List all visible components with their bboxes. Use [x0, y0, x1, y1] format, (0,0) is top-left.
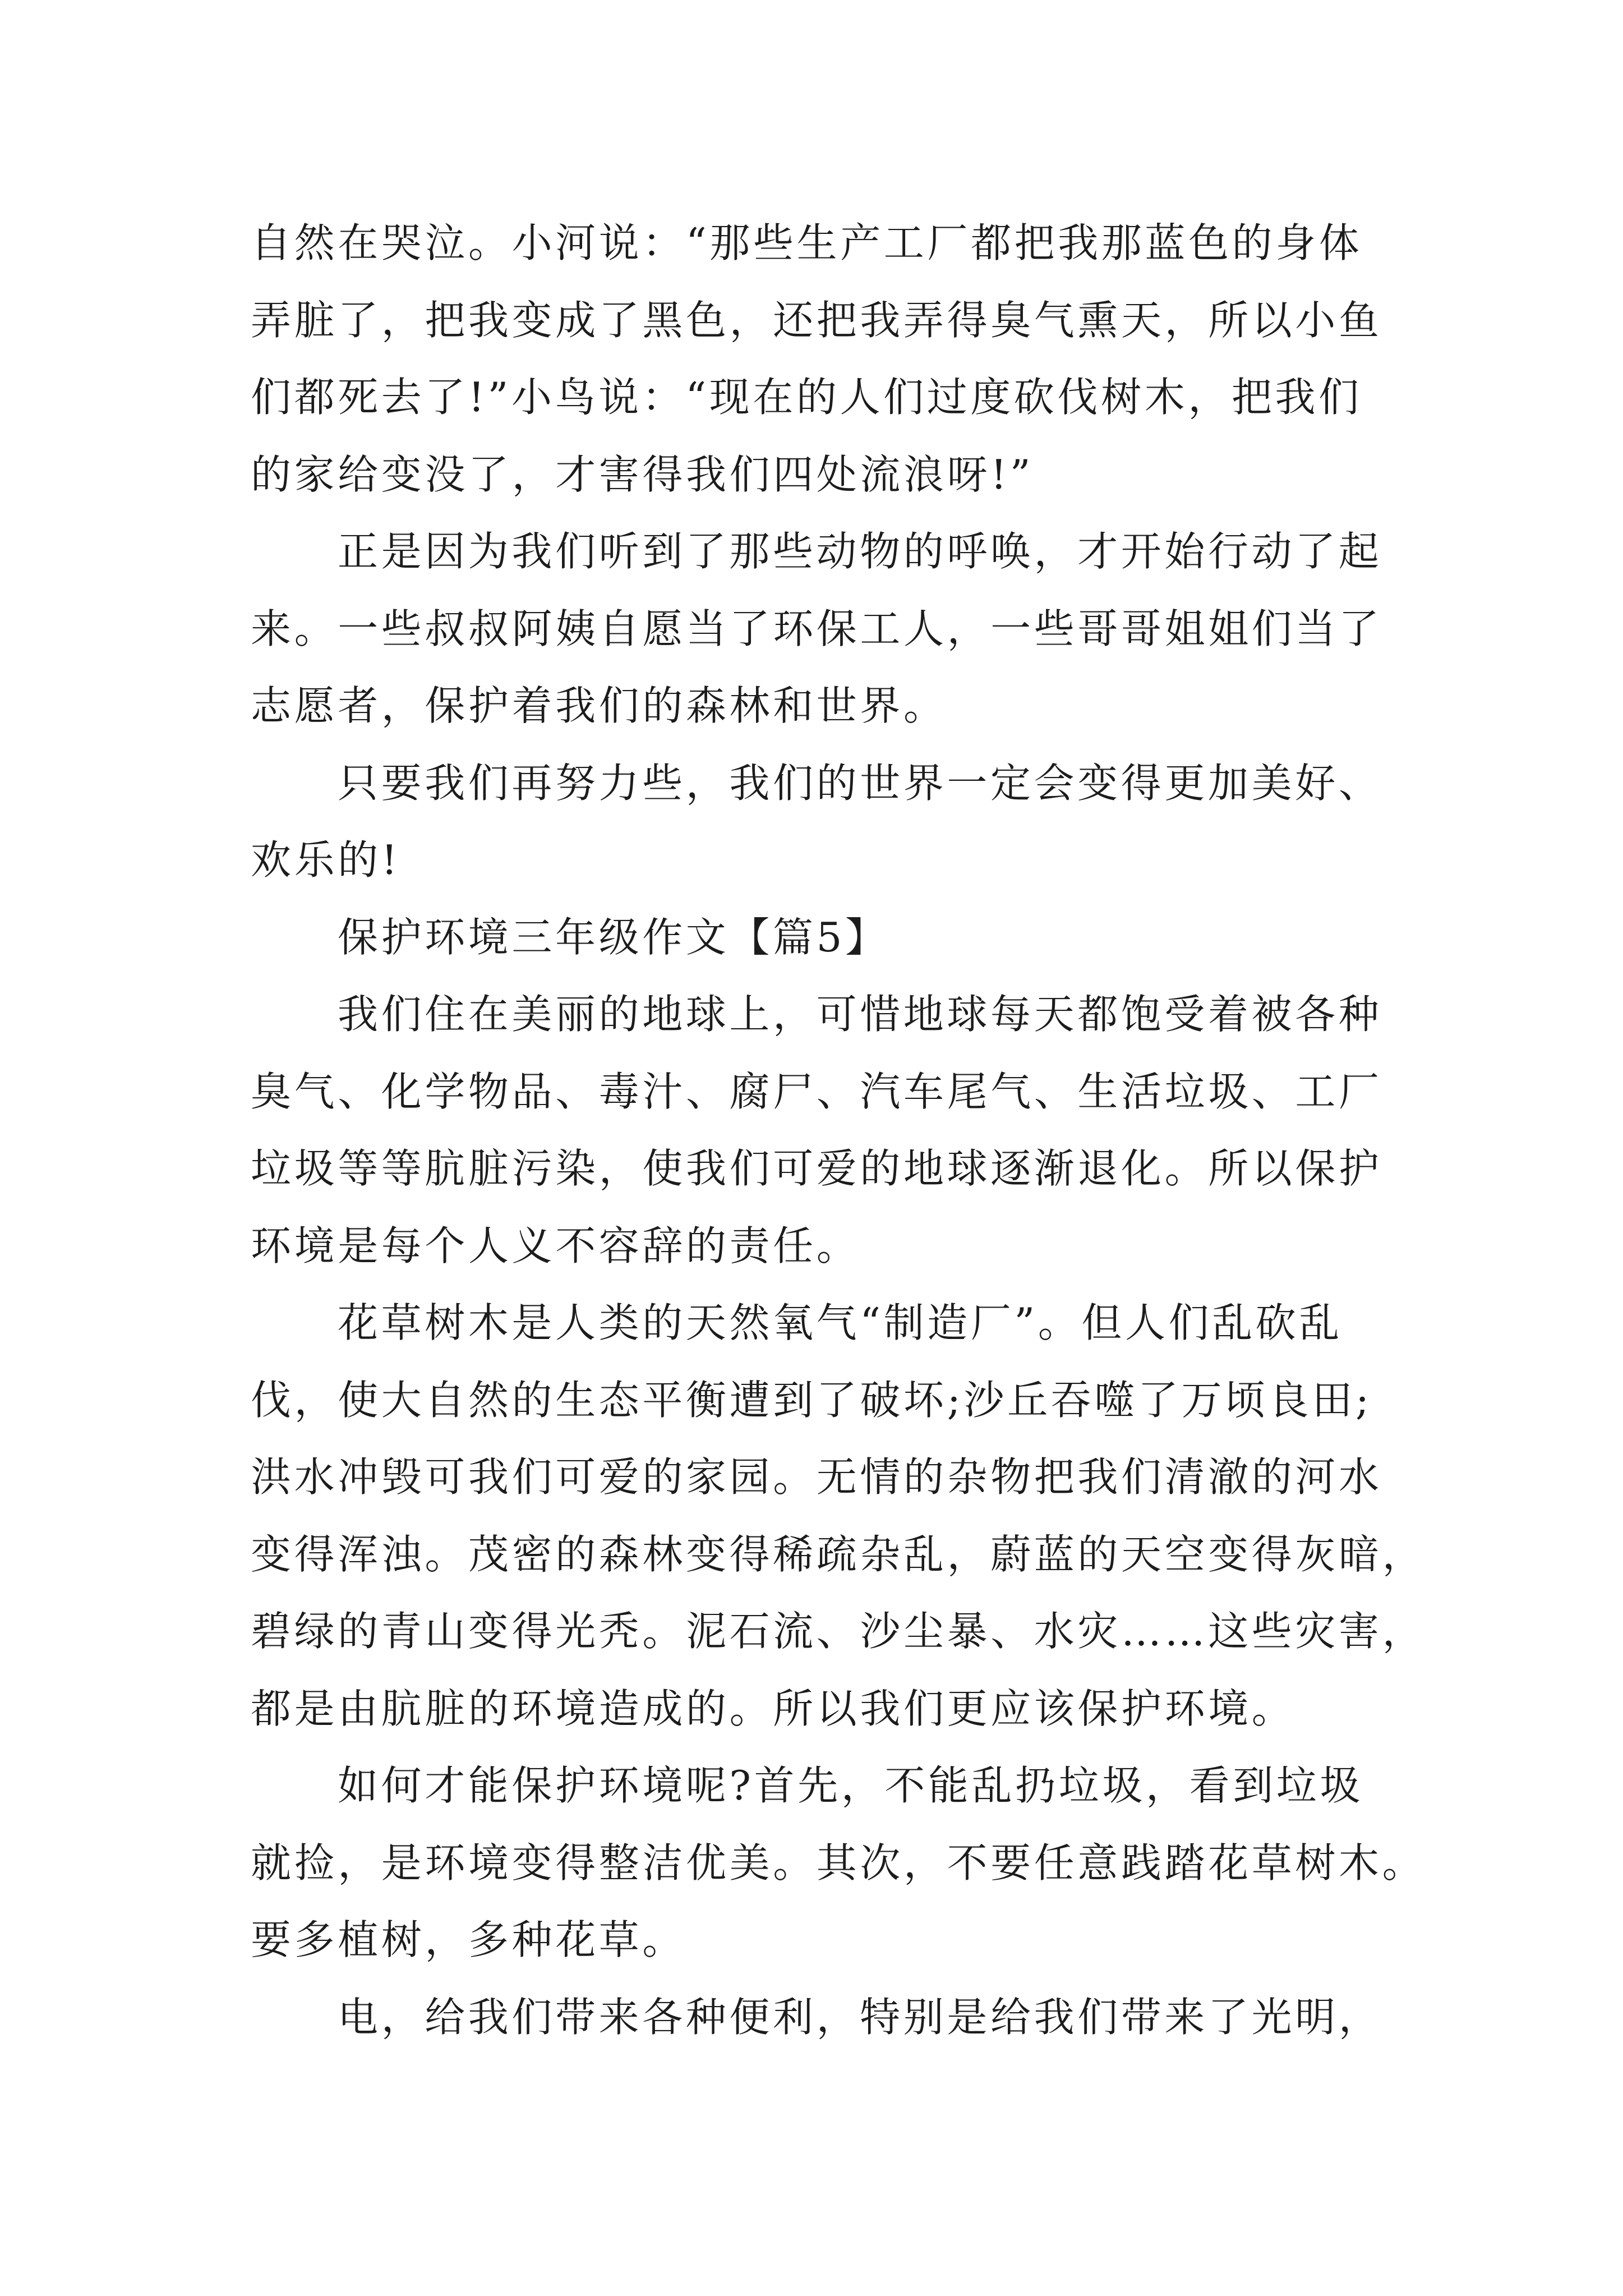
paragraph — [251, 1285, 1541, 1747]
section-heading — [251, 899, 1541, 977]
text-line: 志愿者，保护着我们的森林和世界。 — [251, 682, 947, 729]
text-line: 垃圾等等肮脏污染，使我们可爱的地球逐渐退化。所以保护 — [251, 1145, 1382, 1192]
text-line: 都是由肮脏的环境造成的。所以我们更应该保护环境。 — [251, 1685, 1295, 1732]
text-line: 就捡，是环境变得整洁优美。其次，不要任意践踏花草树木。 — [251, 1839, 1426, 1887]
text-line: 伐，使大自然的生态平衡遭到了破坏;沙丘吞噬了万顷良田; — [251, 1376, 1372, 1424]
text-line: 我们住在美丽的地球上，可惜地球每天都饱受着被各种 — [338, 991, 1382, 1038]
text-line: 变得浑浊。茂密的森林变得稀疏杂乱，蔚蓝的天空变得灰暗， — [251, 1530, 1426, 1578]
text-line: 正是因为我们听到了那些动物的呼唤，才开始行动了起 — [338, 528, 1382, 575]
paragraph — [251, 205, 1541, 513]
text-line: 自然在哭泣。小河说：“那些生产工厂都把我那蓝色的身体 — [251, 219, 1363, 266]
paragraph — [251, 513, 1541, 745]
text-line: 来。一些叔叔阿姨自愿当了环保工人，一些哥哥姐姐们当了 — [251, 605, 1382, 652]
paragraph — [251, 1747, 1541, 1979]
text-line: 洪水冲毁可我们可爱的家园。无情的杂物把我们清澈的河水 — [251, 1453, 1382, 1501]
text-line: 弄脏了，把我变成了黑色，还把我弄得臭气熏天，所以小鱼 — [251, 296, 1382, 344]
text-line: 要多植树，多种花草。 — [251, 1916, 686, 1963]
text-line: 们都死去了!”小鸟说：“现在的人们过度砍伐树木，把我们 — [251, 374, 1362, 421]
heading-text: 保护环境三年级作文【篇5】 — [338, 913, 889, 961]
paragraph — [251, 1979, 1541, 2056]
text-line: 欢乐的! — [251, 836, 401, 884]
text-line: 只要我们再努力些，我们的世界一定会变得更加美好、 — [338, 759, 1382, 807]
text-line: 臭气、化学物品、毒汁、腐尸、汽车尾气、生活垃圾、工厂 — [251, 1068, 1382, 1115]
document-body — [251, 205, 1541, 2056]
text-line: 如何才能保护环境呢?首先，不能乱扔垃圾，看到垃圾 — [338, 1762, 1364, 1809]
text-line: 花草树木是人类的天然氧气“制造厂”。但人们乱砍乱 — [338, 1299, 1343, 1346]
text-line: 碧绿的青山变得光秃。泥石流、沙尘暴、水灾……这些灾害， — [251, 1608, 1426, 1655]
text-line: 环境是每个人义不容辞的责任。 — [251, 1222, 860, 1269]
text-line: 电，给我们带来各种便利，特别是给我们带来了光明， — [338, 1993, 1382, 2041]
paragraph — [251, 745, 1541, 899]
text-line: 的家给变没了，才害得我们四处流浪呀!” — [251, 450, 1034, 498]
paragraph — [251, 976, 1541, 1285]
